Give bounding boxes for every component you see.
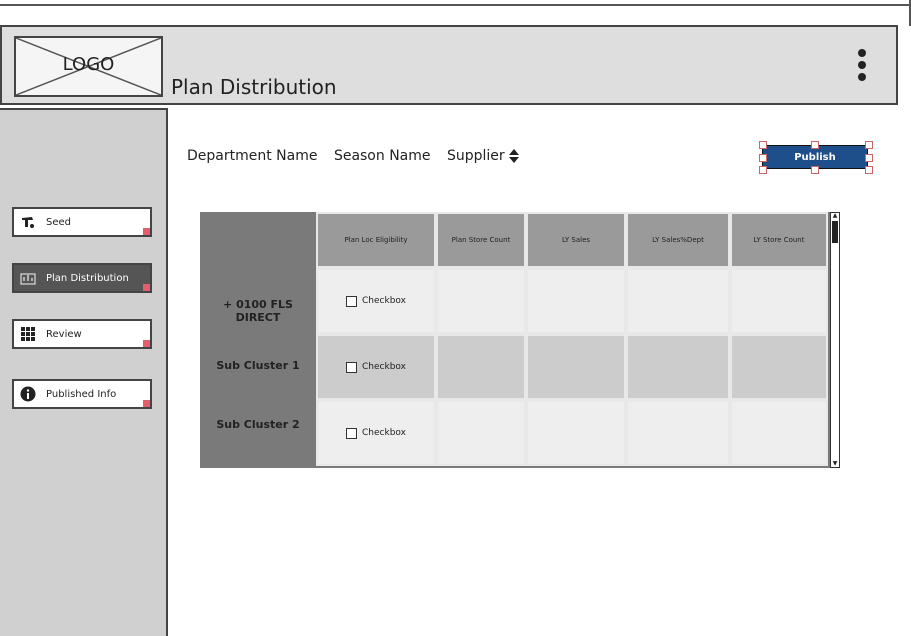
supplier-filter[interactable] <box>447 148 519 164</box>
supplier-label: Supplier <box>446 148 505 164</box>
sidebar-item-plan-distribution[interactable] <box>12 263 152 293</box>
sidebar <box>0 108 168 636</box>
checkbox[interactable] <box>346 428 357 439</box>
row-label: Sub Cluster 1 <box>216 359 300 372</box>
grid-icon <box>20 326 36 342</box>
scroll-down-icon[interactable]: ▼ <box>832 460 838 467</box>
table-cell[interactable] <box>626 400 730 466</box>
column-header: Plan Loc Eligibility <box>316 212 436 268</box>
table-cell[interactable] <box>730 334 828 400</box>
sort-icon[interactable] <box>509 149 519 163</box>
distribution-table <box>200 212 840 468</box>
table-cell[interactable] <box>526 334 626 400</box>
sidebar-item-label: Review <box>46 329 82 340</box>
checkbox-label: Checkbox <box>362 428 406 438</box>
checkbox-label: Checkbox <box>362 362 406 372</box>
table-cell[interactable] <box>436 400 526 466</box>
season-name-filter[interactable]: Season Name <box>333 148 431 164</box>
top-divider <box>0 4 911 6</box>
app-header <box>0 25 898 105</box>
resize-handle <box>865 154 873 162</box>
sidebar-item-seed[interactable] <box>12 207 152 237</box>
table-scrollbar[interactable] <box>830 212 840 468</box>
checkbox[interactable] <box>346 362 357 373</box>
row-label: + 0100 FLS DIRECT <box>223 298 293 324</box>
resize-handle <box>865 166 873 174</box>
page-title: Plan Distribution <box>171 75 337 99</box>
table-cell[interactable] <box>730 268 828 334</box>
filter-bar <box>187 148 531 164</box>
table-cell-checkbox[interactable] <box>316 334 436 400</box>
info-icon <box>20 386 36 402</box>
sidebar-item-label: Published Info <box>46 389 117 400</box>
sidebar-item-published-info[interactable] <box>12 379 152 409</box>
table-cell[interactable] <box>436 334 526 400</box>
checkbox[interactable] <box>346 296 357 307</box>
distribution-icon <box>20 270 36 286</box>
column-header: Plan Store Count <box>436 212 526 268</box>
table-cell[interactable] <box>730 400 828 466</box>
column-header: LY Store Count <box>730 212 828 268</box>
resize-handle <box>865 141 873 149</box>
scrollbar-thumb[interactable] <box>832 221 838 243</box>
column-header: LY Sales%Dept <box>626 212 730 268</box>
resize-handle <box>811 141 819 149</box>
table-cell[interactable] <box>626 334 730 400</box>
row-label: Sub Cluster 2 <box>216 418 300 431</box>
resize-handle <box>759 141 767 149</box>
sidebar-item-label: Plan Distribution <box>46 273 129 284</box>
seed-icon <box>20 214 36 230</box>
logo-text: LOGO <box>62 54 115 75</box>
resize-handle <box>759 166 767 174</box>
department-name-filter[interactable]: Department Name <box>187 148 318 164</box>
column-header: LY Sales <box>526 212 626 268</box>
sidebar-item-label: Seed <box>46 217 71 228</box>
table-cell-checkbox[interactable] <box>316 268 436 334</box>
kebab-menu-icon[interactable] <box>856 49 868 87</box>
sidebar-item-review[interactable] <box>12 319 152 349</box>
table-cell[interactable] <box>526 400 626 466</box>
table-cell[interactable] <box>626 268 730 334</box>
resize-handle <box>811 166 819 174</box>
table-cell-checkbox[interactable] <box>316 400 436 466</box>
publish-button[interactable]: Publish <box>762 145 868 169</box>
table-cell[interactable] <box>526 268 626 334</box>
scroll-up-icon[interactable]: ▲ <box>832 212 838 219</box>
resize-handle <box>759 154 767 162</box>
table-cell[interactable] <box>436 268 526 334</box>
checkbox-label: Checkbox <box>362 296 406 306</box>
logo-placeholder <box>14 36 163 97</box>
